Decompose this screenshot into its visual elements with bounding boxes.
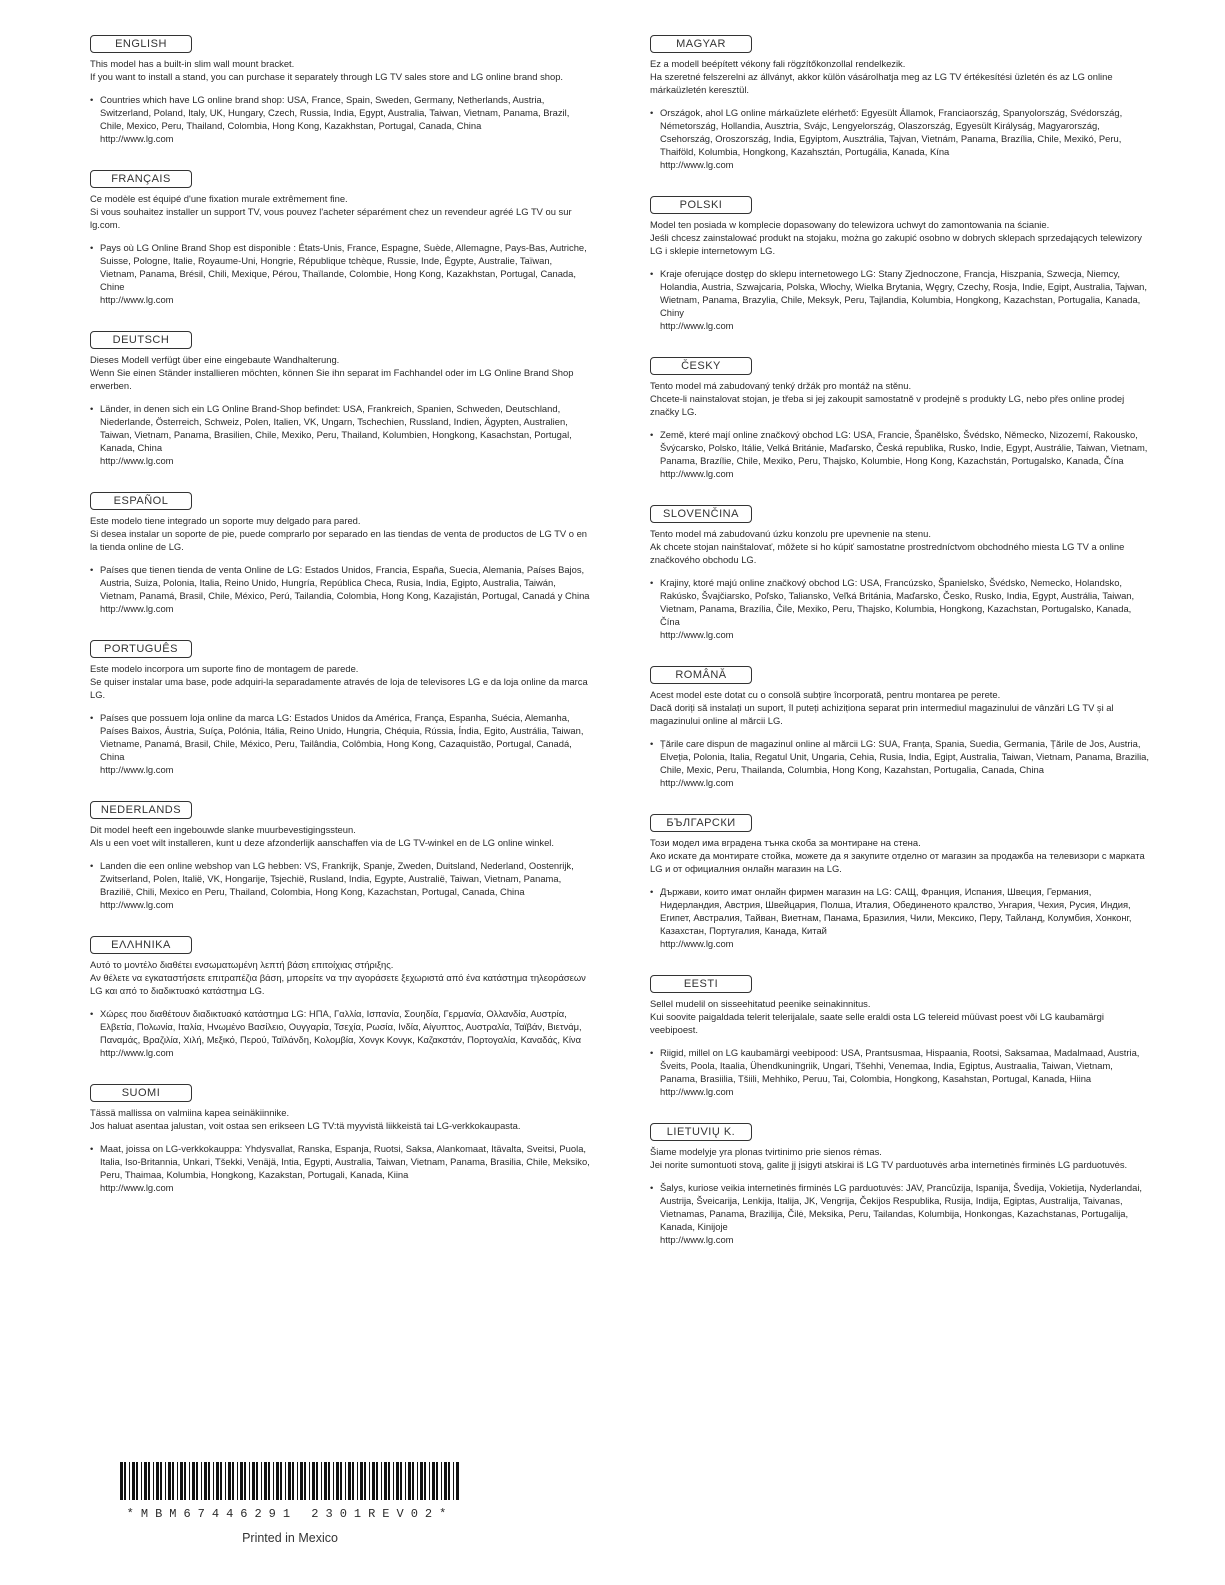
barcode-bar <box>448 1462 450 1500</box>
country-list <box>90 241 590 306</box>
description <box>90 353 590 392</box>
barcode-bar <box>352 1462 354 1500</box>
description <box>650 57 1150 96</box>
country-list-text: Χώρες που διαθέτουν διαδικτυακό κατάστημα LG: ΗΠΑ, Γαλλία, Ισπανία, Σουηδία, Γερμανία, Ολλανδία, Αυστρία, Ελβετία, Πολωνία, Ιταλία, Ηνωμένο Βασίλειο, Ουγγαρία, Τσεχία, Ρωσία, Ινδία, Αίγυπτος, Αυστραλία, Ταϊβάν, Βιετνάμ, Παναμάς, Βραζιλία, Χιλή, Μεξικό, Περού, Ταϊλάνδη, Κολομβία, Χονγκ Κονγκ, Καζακστάν, Πορτογαλία, Καναδάς, Κίνα <box>100 1008 582 1045</box>
description-line: Dit model heeft een ingebouwde slanke muurbevestigingssteun. <box>90 824 356 835</box>
country-list-text: Landen die een online webshop van LG hebben: VS, Frankrijk, Spanje, Zweden, Duitsland, Nederland, Oostenrijk, Zwitserland, Polen, Italië, VK, Hongarije, Tsjechië, Rusland, India, Egypte, Australië, Taiwan, Vietnam, Panama, Brazilië, Chili, Mexico en Peru, Thailand, Colombia, Hong Kong, Kazachstan, Portugal, Canada, China <box>100 860 574 897</box>
lg-url-link[interactable]: http://www.lg.com <box>660 1086 734 1097</box>
bullet-icon: • <box>650 1182 654 1193</box>
barcode-bar <box>120 1462 123 1500</box>
language-tab: БЪЛГАРСКИ <box>650 814 752 832</box>
description-line: Dacă doriți să instalați un suport, îl puteți achiziționa separat prin intermediul magazinului de vânzări LG TV și al magazinului online al mărcii LG. <box>650 702 1114 726</box>
description-line: This model has a built-in slim wall mount bracket. <box>90 58 295 69</box>
description <box>90 1106 590 1132</box>
barcode-bar <box>292 1462 294 1500</box>
country-list-text: Šalys, kuriose veikia internetinės firminės LG parduotuvės: JAV, Prancūzija, Ispanija, Švedija, Vokietija, Nyderlandai, Austrija, Šveicarija, Lenkija, Italija, JK, Vengrija, Čekijos Respublika, Rusija, Indija, Egiptas, Australija, Taivanas, Vietnamas, Panama, Brazilija, Čilė, Meksika, Peru, Tailandas, Kolumbija, Honkongas, Kazachstanas, Portugalija, Kanada, Kinijoje <box>660 1182 1143 1232</box>
country-list-body <box>660 1181 1150 1246</box>
country-list <box>650 428 1150 480</box>
language-tab: PORTUGUÊS <box>90 640 192 658</box>
barcode-bar <box>249 1462 250 1500</box>
country-list <box>90 859 590 911</box>
bullet-icon: • <box>90 1008 94 1019</box>
country-list-text: Países que possuem loja online da marca LG: Estados Unidos da América, França, Espanha, Suécia, Alemanha, Países Baixos, Áustria, Suíça, Polónia, Itália, Reino Unido, Hungria, Chéquia, Rússia, Índia, Egito, Austrália, Taiwan, Vietname, Panamá, Brasil, Chile, México, Peru, Tailândia, Colômbia, Hong Kong, Cazaquistão, Portugal, Canadá, China <box>100 712 584 762</box>
bullet-icon: • <box>650 886 654 897</box>
barcode-bar <box>345 1462 346 1500</box>
barcode-bar <box>444 1462 447 1500</box>
country-list <box>90 563 590 615</box>
language-section <box>90 935 590 1059</box>
barcode-bar <box>280 1462 282 1500</box>
barcode-bar <box>180 1462 183 1500</box>
barcode-bar <box>184 1462 186 1500</box>
language-tab: SUOMI <box>90 1084 192 1102</box>
barcode-bar <box>148 1462 150 1500</box>
language-section <box>90 34 590 145</box>
country-list-body <box>660 428 1150 480</box>
barcode-bar <box>333 1462 334 1500</box>
language-section <box>90 491 590 615</box>
lg-url-link[interactable]: http://www.lg.com <box>100 455 174 466</box>
barcode-bar <box>261 1462 262 1500</box>
barcode-bar <box>441 1462 442 1500</box>
description <box>650 1145 1150 1171</box>
barcode-bar <box>285 1462 286 1500</box>
country-list-text: Countries which have LG online brand shop: USA, France, Spain, Sweden, Germany, Netherlands, Austria, Switzerland, Poland, Italy, UK, Hungary, Czech, Russia, India, Egypt, Australia, Taiwan, Vietnam, Panama, Brazil, Chile, Mexico, Peru, Thailand, Colombia, Hong Kong, Kazakhstan, Portugal, Canada, China <box>100 94 570 131</box>
lg-url-link[interactable]: http://www.lg.com <box>100 764 174 775</box>
barcode-bar <box>436 1462 438 1500</box>
barcode-bar <box>328 1462 330 1500</box>
description-line: Dieses Modell verfügt über eine eingebaute Wandhalterung. <box>90 354 340 365</box>
language-section <box>90 330 590 467</box>
description-line: Този модел има вградена тънка скоба за монтиране на стена. <box>650 837 921 848</box>
country-list-text: Krajiny, ktoré majú online značkový obchod LG: USA, Francúzsko, Španielsko, Švédsko, Nemecko, Holandsko, Rakúsko, Švajčiarsko, Poľsko, Taliansko, Veľká Británia, Maďarsko, Česko, Rusko, India, Egypt, Austrália, Taiwan, Vietnam, Panama, Brazília, Čile, Mexiko, Peru, Thajsko, Kolumbia, Hongkong, Kazachstan, Portugalsko, Kanada, Čína <box>660 577 1135 627</box>
description-line: Jei norite sumontuoti stovą, galite jį įsigyti atskirai iš LG TV parduotuvės arba internetinės firminės LG parduotuvės. <box>650 1159 1128 1170</box>
language-tab: ČESKY <box>650 357 752 375</box>
lg-url-link[interactable]: http://www.lg.com <box>660 320 734 331</box>
lg-url-link[interactable]: http://www.lg.com <box>100 294 174 305</box>
barcode-text: *MBM67446291 2301REV02* <box>126 1507 454 1521</box>
barcode-bar <box>141 1462 142 1500</box>
country-list-body <box>100 1142 590 1194</box>
barcode-bar <box>456 1462 459 1500</box>
description <box>650 379 1150 418</box>
description-line: Acest model este dotat cu o consolă subțire încorporată, pentru montarea pe perete. <box>650 689 1001 700</box>
barcode-bar <box>357 1462 358 1500</box>
description-line: Αυτό το μοντέλο διαθέτει ενσωματωμένη λεπτή βάση επιτοίχιας στήριξης. <box>90 959 394 970</box>
barcode-bar <box>304 1462 306 1500</box>
language-tab: DEUTSCH <box>90 331 192 349</box>
barcode-bar <box>393 1462 394 1500</box>
barcode-bar <box>408 1462 411 1500</box>
language-section <box>650 356 1150 480</box>
country-list-text: Țările care dispun de magazinul online al mărcii LG: SUA, Franța, Spania, Suedia, Germania, Țările de Jos, Austria, Elveția, Polonia, Italia, Regatul Unit, Ungaria, Cehia, Rusia, India, Egipt, Australia, Taiwan, Vietnam, Panama, Brazilia, Chile, Mexic, Peru, Thailanda, Columbia, Hong Kong, Kazahstan, Portugalia, Canada, China <box>660 738 1149 775</box>
barcode-bar <box>165 1462 166 1500</box>
lg-url-link[interactable]: http://www.lg.com <box>100 899 174 910</box>
country-list-text: Pays où LG Online Brand Shop est disponible : États-Unis, France, Espagne, Suède, Allemagne, Pays-Bas, Autriche, Suisse, Pologne, Italie, Royaume-Uni, Hongrie, République tchèque, Russie, Inde, Égypte, Australie, Taïwan, Vietnam, Panama, Brésil, Chili, Mexique, Pérou, Thaïlande, Colombie, Hong Kong, Kazakhstan, Portugal, Canada, Chine <box>100 242 587 292</box>
barcode-bar <box>384 1462 387 1500</box>
barcode-bar <box>244 1462 246 1500</box>
barcode <box>120 1462 460 1500</box>
barcode-bar <box>129 1462 130 1500</box>
description-line: Si desea instalar un soporte de pie, puede comprarlo por separado en las tiendas de venta de productos de LG TV o en la tienda online de LG. <box>90 528 588 552</box>
bullet-icon: • <box>90 564 94 575</box>
barcode-bar <box>381 1462 382 1500</box>
lg-url-link[interactable]: http://www.lg.com <box>660 1234 734 1245</box>
description <box>90 958 590 997</box>
description-line: Šiame modelyje yra plonas tvirtinimo prie sienos rėmas. <box>650 1146 882 1157</box>
country-list-text: Országok, ahol LG online márkaüzlete elérhető: Egyesült Államok, Franciaország, Spanyolország, Svédország, Németország, Hollandia, Ausztria, Svájc, Lengyelország, Olaszország, Egyesült Királyság, Magyarország, Csehország, Oroszország, India, Egyiptom, Ausztrália, Tajvan, Vietnám, Panama, Brazília, Chile, Mexikó, Peru, Thaiföld, Kolumbia, Hongkong, Kazahsztán, Portugália, Kanada, Kína <box>660 107 1123 157</box>
country-list-body <box>100 1007 590 1059</box>
country-list <box>90 711 590 776</box>
description <box>650 836 1150 875</box>
country-list-body <box>660 737 1150 789</box>
description <box>650 218 1150 257</box>
description-line: Tento model má zabudovaný tenký držák pro montáž na stěnu. <box>650 380 912 391</box>
description <box>650 688 1150 727</box>
barcode-bar <box>220 1462 222 1500</box>
language-tab: LIETUVIŲ K. <box>650 1123 752 1141</box>
lg-url-link[interactable]: http://www.lg.com <box>100 1182 174 1193</box>
description-line: Este modelo incorpora um suporte fino de montagem de parede. <box>90 663 359 674</box>
description-line: Se quiser instalar uma base, pode adquiri-la separadamente através de loja de televisores LG e da loja online da marca LG. <box>90 676 588 700</box>
barcode-bar <box>388 1462 390 1500</box>
description-line: Ce modèle est équipé d'une fixation murale extrêmement fine. <box>90 193 348 204</box>
country-list-body <box>660 1046 1150 1098</box>
language-section <box>650 1122 1150 1246</box>
country-list-body <box>100 859 590 911</box>
barcode-bar <box>160 1462 162 1500</box>
language-tab: POLSKI <box>650 196 752 214</box>
language-section <box>90 800 590 911</box>
description-line: Ако искате да монтирате стойка, можете да я закупите отделно от магазин за продажба на телевизори с марката LG и от официалния онлайн магазин на LG. <box>650 850 1145 874</box>
country-list-text: Kraje oferujące dostęp do sklepu internetowego LG: Stany Zjednoczone, Francja, Hiszpania, Szwecja, Niemcy, Holandia, Austria, Szwajcaria, Polska, Włochy, Wielka Brytania, Węgry, Czechy, Rosja, Indie, Egipt, Australia, Tajwan, Wietnam, Panama, Brazylia, Chile, Meksyk, Peru, Tajlandia, Kolumbia, Hongkong, Kazachstan, Portugalia, Kanada, Chiny <box>660 268 1147 318</box>
barcode-bar <box>432 1462 435 1500</box>
language-tab: MAGYAR <box>650 35 752 53</box>
bullet-icon: • <box>650 577 654 588</box>
description-line: Kui soovite paigaldada telerit telerijalale, saate selle eraldi osta LG telereid müüvast poest või LG kaubamärgi veebipoest. <box>650 1011 1104 1035</box>
lg-url-link[interactable]: http://www.lg.com <box>660 159 734 170</box>
barcode-bar <box>208 1462 210 1500</box>
description-line: Chcete-li nainstalovat stojan, je třeba si jej zakoupit samostatně v prodejně s produkty LG, nebo přes online prodej značky LG. <box>650 393 1125 417</box>
barcode-bar <box>132 1462 135 1500</box>
description-line: Model ten posiada w komplecie dopasowany do telewizora uchwyt do zamontowania na ścianie. <box>650 219 1050 230</box>
barcode-bar <box>424 1462 426 1500</box>
barcode-bar <box>273 1462 274 1500</box>
country-list-body <box>660 106 1150 171</box>
description-line: Tento model má zabudovanú úzku konzolu pre upevnenie na stenu. <box>650 528 931 539</box>
description <box>90 514 590 553</box>
country-list <box>650 1181 1150 1246</box>
barcode-bar <box>264 1462 267 1500</box>
barcode-bar <box>360 1462 363 1500</box>
language-section <box>90 1083 590 1194</box>
language-section <box>650 974 1150 1098</box>
country-list <box>650 106 1150 171</box>
description-line: Als u een voet wilt installeren, kunt u deze afzonderlijk aanschaffen via de LG TV-winkel en de LG online winkel. <box>90 837 554 848</box>
bullet-icon: • <box>650 107 654 118</box>
barcode-bar <box>177 1462 178 1500</box>
language-section <box>90 169 590 306</box>
barcode-bar <box>288 1462 291 1500</box>
country-list <box>650 576 1150 641</box>
country-list-body <box>100 563 590 615</box>
barcode-bar <box>252 1462 255 1500</box>
language-section <box>650 34 1150 171</box>
left-column <box>90 34 590 1218</box>
barcode-bar <box>420 1462 423 1500</box>
country-list-body <box>100 711 590 776</box>
bullet-icon: • <box>650 738 654 749</box>
barcode-bar <box>268 1462 270 1500</box>
language-tab: ESPAÑOL <box>90 492 192 510</box>
barcode-bar <box>156 1462 159 1500</box>
printed-in-label: Printed in Mexico <box>242 1531 338 1545</box>
barcode-bar <box>189 1462 190 1500</box>
barcode-bar <box>396 1462 399 1500</box>
barcode-bar <box>372 1462 375 1500</box>
barcode-bar <box>240 1462 243 1500</box>
barcode-bar <box>204 1462 207 1500</box>
barcode-bar <box>136 1462 138 1500</box>
description-line: Jos haluat asentaa jalustan, voit ostaa sen erikseen LG TV:tä myyvistä liikkeistä tai LG-verkkokaupasta. <box>90 1120 521 1131</box>
bullet-icon: • <box>650 268 654 279</box>
description-line: Αν θέλετε να εγκαταστήσετε επιτραπέζια βάση, μπορείτε να την αγοράσετε ξεχωριστά από ένα κατάστημα τηλεοράσεων LG και από το διαδικτυακό κατάστημα LG. <box>90 972 586 996</box>
description-line: Ak chcete stojan nainštalovať, môžete si ho kúpiť samostatne prostredníctvom obchodného miesta LG TV a online značkového obchodu LG. <box>650 541 1125 565</box>
bullet-icon: • <box>90 712 94 723</box>
barcode-bar <box>144 1462 147 1500</box>
lg-url-link[interactable]: http://www.lg.com <box>100 603 174 614</box>
country-list-text: Länder, in denen sich ein LG Online Brand-Shop befindet: USA, Frankreich, Spanien, Schweden, Deutschland, Niederlande, Österreich, Schweiz, Polen, Italien, VK, Ungarn, Tschechien, Russland, Indien, Ägypten, Australien, Taiwan, Vietnam, Panama, Brasilien, Chile, Mexiko, Peru, Thailand, Kolumbien, Hongkong, Kasachstan, Portugal, Kanada, China <box>100 403 572 453</box>
lg-url-link[interactable]: http://www.lg.com <box>100 1047 174 1058</box>
bullet-icon: • <box>650 1047 654 1058</box>
language-tab: EESTI <box>650 975 752 993</box>
language-tab: ENGLISH <box>90 35 192 53</box>
lg-url-link[interactable]: http://www.lg.com <box>660 777 734 788</box>
description-line: If you want to install a stand, you can purchase it separately through LG TV sales store and LG online brand shop. <box>90 71 564 82</box>
country-list <box>650 737 1150 789</box>
barcode-bar <box>168 1462 171 1500</box>
country-list <box>90 1007 590 1059</box>
barcode-bar <box>348 1462 351 1500</box>
country-list-text: Държави, които имат онлайн фирмен магазин на LG: САЩ, Франция, Испания, Швеция, Германия, Нидерландия, Австрия, Швейцария, Полша, Италия, Обединеното кралство, Унгария, Чехия, Русия, Индия, Египет, Австралия, Тайван, Виетнам, Панама, Бразилия, Чили, Мексико, Перу, Тайланд, Колумбия, Хонконг, Казахстан, Португалия, Канада, Китай <box>660 886 1132 936</box>
country-list <box>650 1046 1150 1098</box>
language-section <box>90 639 590 776</box>
barcode-bar <box>196 1462 198 1500</box>
barcode-bar <box>369 1462 370 1500</box>
country-list <box>90 402 590 467</box>
barcode-bar <box>192 1462 195 1500</box>
description-line: Wenn Sie einen Ständer installieren möchten, können Sie ihn separat im Fachhandel oder im LG Online Brand Shop erwerben. <box>90 367 574 391</box>
bullet-icon: • <box>90 94 94 105</box>
lg-url-link[interactable]: http://www.lg.com <box>660 629 734 640</box>
lg-url-link[interactable]: http://www.lg.com <box>100 133 174 144</box>
barcode-bar <box>417 1462 418 1500</box>
country-list <box>650 267 1150 332</box>
country-list <box>90 93 590 145</box>
barcode-bar <box>336 1462 339 1500</box>
description-line: Sellel mudelil on sisseehitatud peenike seinakinnitus. <box>650 998 871 1009</box>
country-list <box>650 885 1150 950</box>
barcode-bar <box>364 1462 366 1500</box>
barcode-bar <box>172 1462 174 1500</box>
description-line: Tässä mallissa on valmiina kapea seinäkiinnike. <box>90 1107 290 1118</box>
barcode-bar <box>300 1462 303 1500</box>
bullet-icon: • <box>90 860 94 871</box>
bullet-icon: • <box>90 403 94 414</box>
barcode-bar <box>340 1462 342 1500</box>
barcode-bar <box>232 1462 234 1500</box>
description-line: Ez a modell beépített vékony fali rögzítőkonzollal rendelkezik. <box>650 58 906 69</box>
lg-url-link[interactable]: http://www.lg.com <box>660 468 734 479</box>
barcode-bar <box>237 1462 238 1500</box>
country-list-text: Riigid, millel on LG kaubamärgi veebipood: USA, Prantsusmaa, Hispaania, Rootsi, Saksamaa, Madalmaad, Austria, Šveits, Poola, Itaalia, Ühendkuningriik, Ungari, Tšehhi, Venemaa, India, Egiptus, Austraalia, Taiwan, Vietnam, Panama, Brasiilia, Tšiili, Mehhiko, Peruu, Tai, Colombia, Hongkong, Kasahstan, Portugal, Kanada, Hiina <box>660 1047 1140 1084</box>
country-list-text: Země, které mají online značkový obchod LG: USA, Francie, Španělsko, Švédsko, Německo, Nizozemí, Rakousko, Švýcarsko, Polsko, Itálie, Velká Británie, Maďarsko, Česká republika, Rusko, Indie, Egypt, Austrálie, Taiwan, Vietnam, Panama, Brazílie, Chile, Mexiko, Peru, Thajsko, Kolumbie, Hong Kong, Kazachstán, Portugalsko, Kanada, Čína <box>660 429 1148 466</box>
barcode-bar <box>153 1462 154 1500</box>
barcode-bar <box>405 1462 406 1500</box>
barcode-bar <box>201 1462 202 1500</box>
description <box>90 662 590 701</box>
barcode-bar <box>216 1462 219 1500</box>
country-list-body <box>660 885 1150 950</box>
barcode-bar <box>412 1462 414 1500</box>
country-list-body <box>100 93 590 145</box>
country-list-body <box>660 267 1150 332</box>
barcode-bar <box>256 1462 258 1500</box>
barcode-bar <box>316 1462 318 1500</box>
footer <box>120 1462 460 1545</box>
language-section <box>650 195 1150 332</box>
bullet-icon: • <box>90 242 94 253</box>
language-tab: ROMÂNĂ <box>650 666 752 684</box>
description <box>90 823 590 849</box>
description <box>90 57 590 83</box>
language-tab: SLOVENČINA <box>650 505 752 523</box>
description-line: Este modelo tiene integrado un soporte muy delgado para pared. <box>90 515 361 526</box>
language-section <box>650 665 1150 789</box>
barcode-bar <box>276 1462 279 1500</box>
language-section <box>650 504 1150 641</box>
bullet-icon: • <box>90 1143 94 1154</box>
lg-url-link[interactable]: http://www.lg.com <box>660 938 734 949</box>
description-line: Jeśli chcesz zainstalować produkt na stojaku, można go zakupić osobno w dobrych sklepach sprzedających telewizory LG i sklepie internetowym LG. <box>650 232 1142 256</box>
barcode-bar <box>376 1462 378 1500</box>
bullet-icon: • <box>650 429 654 440</box>
barcode-bar <box>297 1462 298 1500</box>
barcode-bar <box>453 1462 454 1500</box>
barcode-bar <box>213 1462 214 1500</box>
description-line: Ha szeretné felszerelni az állványt, akkor külön vásárolhatja meg az LG TV értékesítési üzletén és az LG online márkaüzletén keresztül. <box>650 71 1113 95</box>
barcode-bar <box>400 1462 402 1500</box>
description <box>650 997 1150 1036</box>
country-list-body <box>660 576 1150 641</box>
barcode-bar <box>324 1462 327 1500</box>
barcode-bar <box>228 1462 231 1500</box>
right-column <box>650 34 1150 1270</box>
language-section <box>650 813 1150 950</box>
language-tab: ΕΛΛΗΝΙΚΑ <box>90 936 192 954</box>
country-list-text: Maat, joissa on LG-verkkokauppa: Yhdysvallat, Ranska, Espanja, Ruotsi, Saksa, Alankomaat, Itävalta, Sveitsi, Puola, Italia, Iso-Britannia, Unkari, Tšekki, Venäjä, Intia, Egypti, Australia, Taiwan, Vietnam, Panama, Brasilia, Chile, Meksiko, Peru, Thaimaa, Kolumbia, Hongkong, Kazakstan, Portugali, Kanada, Kiina <box>100 1143 590 1180</box>
description <box>90 192 590 231</box>
barcode-bar <box>429 1462 430 1500</box>
barcode-bar <box>124 1462 126 1500</box>
description <box>650 527 1150 566</box>
country-list-body <box>100 402 590 467</box>
language-tab: FRANÇAIS <box>90 170 192 188</box>
barcode-bar <box>309 1462 310 1500</box>
barcode-bar <box>321 1462 322 1500</box>
barcode-bar <box>312 1462 315 1500</box>
country-list-body <box>100 241 590 306</box>
country-list <box>90 1142 590 1194</box>
description-line: Si vous souhaitez installer un support TV, vous pouvez l'acheter séparément chez un revendeur agréé LG TV ou sur lg.com. <box>90 206 572 230</box>
barcode-bar <box>225 1462 226 1500</box>
language-tab: NEDERLANDS <box>90 801 192 819</box>
country-list-text: Países que tienen tienda de venta Online de LG: Estados Unidos, Francia, España, Suecia, Alemania, Países Bajos, Austria, Suiza, Polonia, Italia, Reino Unido, Hungría, República Checa, Rusia, India, Egipto, Australia, Taiwán, Vietnam, Panamá, Brasil, Chile, México, Perú, Tailandia, Colombia, Hong Kong, Kazajistán, Portugal, Canadá y China <box>100 564 590 601</box>
